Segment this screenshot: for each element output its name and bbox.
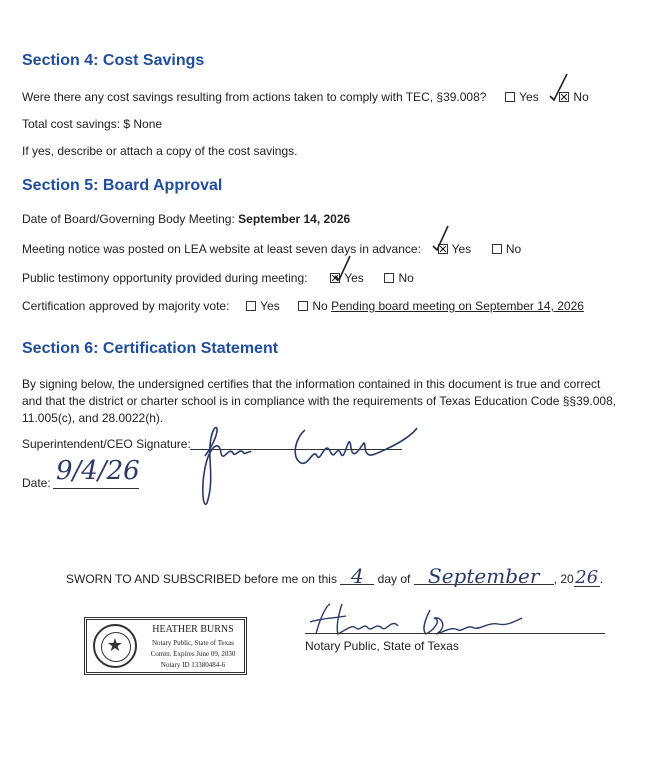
total-cost-savings: Total cost savings: $ None xyxy=(22,117,163,131)
section-6-heading: Section 6: Certification Statement xyxy=(22,340,279,357)
testimony-yes-label: Yes xyxy=(344,271,364,285)
cert-no-checkbox[interactable] xyxy=(298,301,308,311)
cost-savings-describe: If yes, describe or attach a copy of the cost savings. xyxy=(22,144,298,158)
certification-vote-label: Certification approved by majority vote: xyxy=(22,299,230,313)
check-mark-icon xyxy=(333,254,353,282)
notary-title: Notary Public, State of Texas xyxy=(305,639,459,653)
signature-label: Superintendent/CEO Signature: xyxy=(22,437,191,451)
cost-savings-yes-label: Yes xyxy=(519,90,539,104)
testimony-row xyxy=(22,271,414,285)
date-label: Date: xyxy=(22,476,51,490)
sworn-day: 4 xyxy=(340,568,374,585)
cert-yes-label: Yes xyxy=(260,299,280,313)
sworn-prefix: SWORN TO AND SUBSCRIBED before me on this xyxy=(66,572,337,586)
statement-line-2: and that the district or charter school is in compliance with the requirements of Texas Education Code §§39.008, xyxy=(22,394,617,408)
testimony-no-label: No xyxy=(398,271,414,285)
statement-line-3: 11.005(c), and 28.0022(h). xyxy=(22,411,164,425)
section-4-heading: Section 4: Cost Savings xyxy=(22,52,205,69)
meeting-date-value: September 14, 2026 xyxy=(238,212,351,226)
signature-date: 9/4/26 xyxy=(56,456,140,486)
notice-no-label: No xyxy=(505,242,522,256)
sworn-day-of: day of xyxy=(377,572,411,586)
certification-vote-row xyxy=(22,299,584,313)
notary-signature-line xyxy=(305,633,605,634)
testimony-no-checkbox[interactable] xyxy=(384,273,394,283)
cert-pending-note: Pending board meeting on September 14, 2026 xyxy=(331,299,584,313)
superintendent-signature xyxy=(185,408,425,513)
meeting-date-row xyxy=(22,212,350,226)
cost-savings-no-label: No xyxy=(573,90,589,104)
date-line xyxy=(53,488,139,489)
star-icon: ★ xyxy=(106,635,124,655)
stamp-name: HEATHER BURNS xyxy=(152,624,234,635)
cost-savings-question: Were there any cost savings resulting from actions taken to comply with TEC, §39.008? xyxy=(22,90,487,104)
stamp-line-3: Notary ID 13380484-6 xyxy=(160,661,226,669)
notice-yes-label: Yes xyxy=(451,242,472,256)
statement-line-1: By signing below, the undersigned certifies that the information contained in this document is true and correct xyxy=(22,377,601,391)
check-mark-icon xyxy=(548,72,570,102)
section-5-heading: Section 5: Board Approval xyxy=(22,177,223,194)
sworn-year-suffix: . xyxy=(599,572,604,586)
notice-label: Meeting notice was posted on LEA website at least seven days in advance: xyxy=(22,242,421,256)
cert-no-label: No xyxy=(312,299,328,313)
cost-savings-yes-checkbox[interactable] xyxy=(505,92,515,102)
notary-seal xyxy=(93,624,137,668)
testimony-label: Public testimony opportunity provided during meeting: xyxy=(22,271,308,285)
sworn-month: September xyxy=(414,568,554,585)
sworn-statement xyxy=(66,564,604,588)
notary-signature xyxy=(302,600,527,640)
cert-yes-checkbox[interactable] xyxy=(246,301,256,311)
cost-savings-question-row xyxy=(22,90,589,104)
sworn-year: 26 xyxy=(575,567,599,588)
meeting-date-label: Date of Board/Governing Body Meeting: xyxy=(22,212,235,226)
stamp-line-1: Notary Public, State of Texas xyxy=(151,639,234,647)
stamp-line-2: Comm. Expires June 09, 2030 xyxy=(150,650,236,658)
check-mark-icon xyxy=(431,224,451,252)
sworn-year-prefix: , 20 xyxy=(553,572,574,586)
notice-no-checkbox[interactable] xyxy=(492,244,502,254)
notary-stamp xyxy=(84,617,247,675)
